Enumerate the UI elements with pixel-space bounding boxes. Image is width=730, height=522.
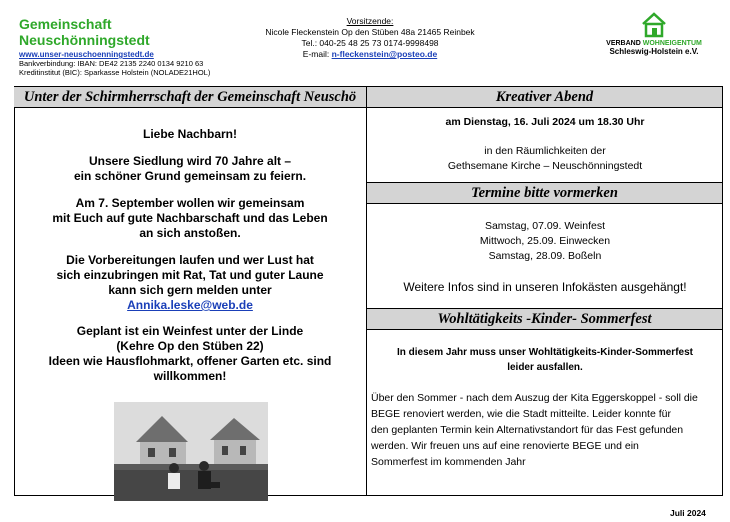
p2-line2: mit Euch auf gute Nachbarschaft und das Leben [52, 211, 328, 225]
dates-info: Weitere Infos sind in unseren Infokästen ausgehängt! [403, 280, 687, 294]
fest-body-line: Über den Sommer - nach dem Auszug der Kita Eggerskoppel - soll die [371, 392, 698, 404]
chair-address: Nicole Fleckenstein Op den Stüben 48a 21465 Reinbek [265, 27, 475, 37]
verband-logo [596, 12, 712, 56]
evening-place-line1: in den Räumlichkeiten der [484, 145, 606, 157]
fest-lead-line1: In diesem Jahr muss unser Wohltätigkeits-Kinder-Sommerfest [396, 347, 693, 358]
date-item: Samstag, 28.09. Boßeln [488, 250, 602, 262]
date-item: Mittwoch, 25.09. Einwecken [479, 235, 611, 247]
verband-region: Schleswig-Holstein e.V. [609, 47, 699, 56]
p2-line1: Am 7. September wollen wir gemeinsam [75, 196, 305, 210]
org-name [19, 16, 150, 48]
dates-banner: Termine bitte vormerken [367, 182, 722, 204]
chair-email-link[interactable]: n-fleckenstein@posteo.de [331, 49, 438, 59]
contact-email-link[interactable]: Annika.leske@web.de [127, 298, 253, 312]
p1-line1: Unsere Siedlung wird 70 Jahre alt – [88, 154, 292, 168]
fest-section [368, 345, 722, 470]
p3-line1: Die Vorbereitungen laufen und wer Lust hat [66, 253, 314, 267]
org-name-line1: Gemeinschaft [19, 16, 112, 32]
p4-line3: Ideen wie Hausflohmarkt, offener Garten etc. sind [48, 354, 332, 368]
p4-line1: Geplant ist ein Weinfest unter der Linde [76, 324, 304, 338]
verband-word2: WOHNEIGENTUM [642, 40, 702, 47]
p4-line2: (Kehre Op den Stüben 22) [116, 339, 264, 353]
left-column [14, 108, 366, 384]
p2-line3: an sich anstoßen. [139, 226, 241, 240]
fest-body-line: Sommerfest im kommenden Jahr [371, 456, 526, 468]
greeting: Liebe Nachbarn! [142, 127, 238, 141]
p3-line3: kann sich gern melden unter [108, 283, 272, 297]
date-item: Samstag, 07.09. Weinfest [484, 220, 606, 232]
evening-banner: Kreativer Abend [367, 86, 722, 108]
evening-date: am Dienstag, 16. Juli 2024 um 18.30 Uhr [445, 116, 645, 128]
bank-bic: Kreditinstitut (BIC): Sparkasse Holstein (NOLADE21HOL) [19, 68, 211, 77]
house-icon [640, 12, 668, 38]
bank-iban: Bankverbindung: IBAN: DE42 2135 2240 0134 9210 63 [19, 59, 204, 68]
chair-email-label: E-mail: [302, 49, 332, 59]
left-banner: Unter der Schirmherrschaft der Gemeinschaft Neuschö [14, 86, 366, 108]
fest-lead-line2: leider ausfallen. [507, 362, 583, 373]
evening-section [368, 115, 722, 174]
footer-date: Juli 2024 [670, 508, 706, 518]
fest-body-line: den geplanten Termin kein Alternativstandort für das Fest gefunden [371, 424, 684, 436]
chair-contact [240, 16, 500, 60]
column-divider [366, 86, 367, 496]
fest-body-line: werden. Wir freuen uns auf eine renovierte BEGE und ein [371, 440, 639, 452]
verband-title [596, 40, 712, 47]
org-name-line2: Neuschönningstedt [19, 32, 150, 48]
chair-phone: Tel.: 040-25 48 25 73 0174-9998498 [301, 38, 439, 48]
fest-banner: Wohltätigkeits -Kinder- Sommerfest [367, 308, 722, 330]
p3-line2: sich einzubringen mit Rat, Tat und guter Laune [56, 268, 324, 282]
fest-body [368, 390, 722, 470]
fest-body-line: BEGE renoviert werden, wie die Stadt mitteilte. Leider konnte für [371, 408, 671, 420]
verband-word1: VERBAND [606, 40, 641, 47]
org-website-link[interactable]: www.unser-neuschoenningstedt.de [19, 50, 154, 59]
historic-photo [114, 402, 268, 501]
photo-illustration [114, 402, 268, 501]
chair-email-row [240, 49, 500, 60]
evening-place-line2: Gethsemane Kirche – Neuschönningstedt [447, 160, 643, 172]
dates-section [368, 219, 722, 295]
p4-line4: willkommen! [153, 369, 227, 383]
chair-title: Vorsitzende: [346, 16, 394, 26]
p1-line2: ein schöner Grund gemeinsam zu feiern. [73, 169, 307, 183]
bank-details [19, 59, 210, 77]
